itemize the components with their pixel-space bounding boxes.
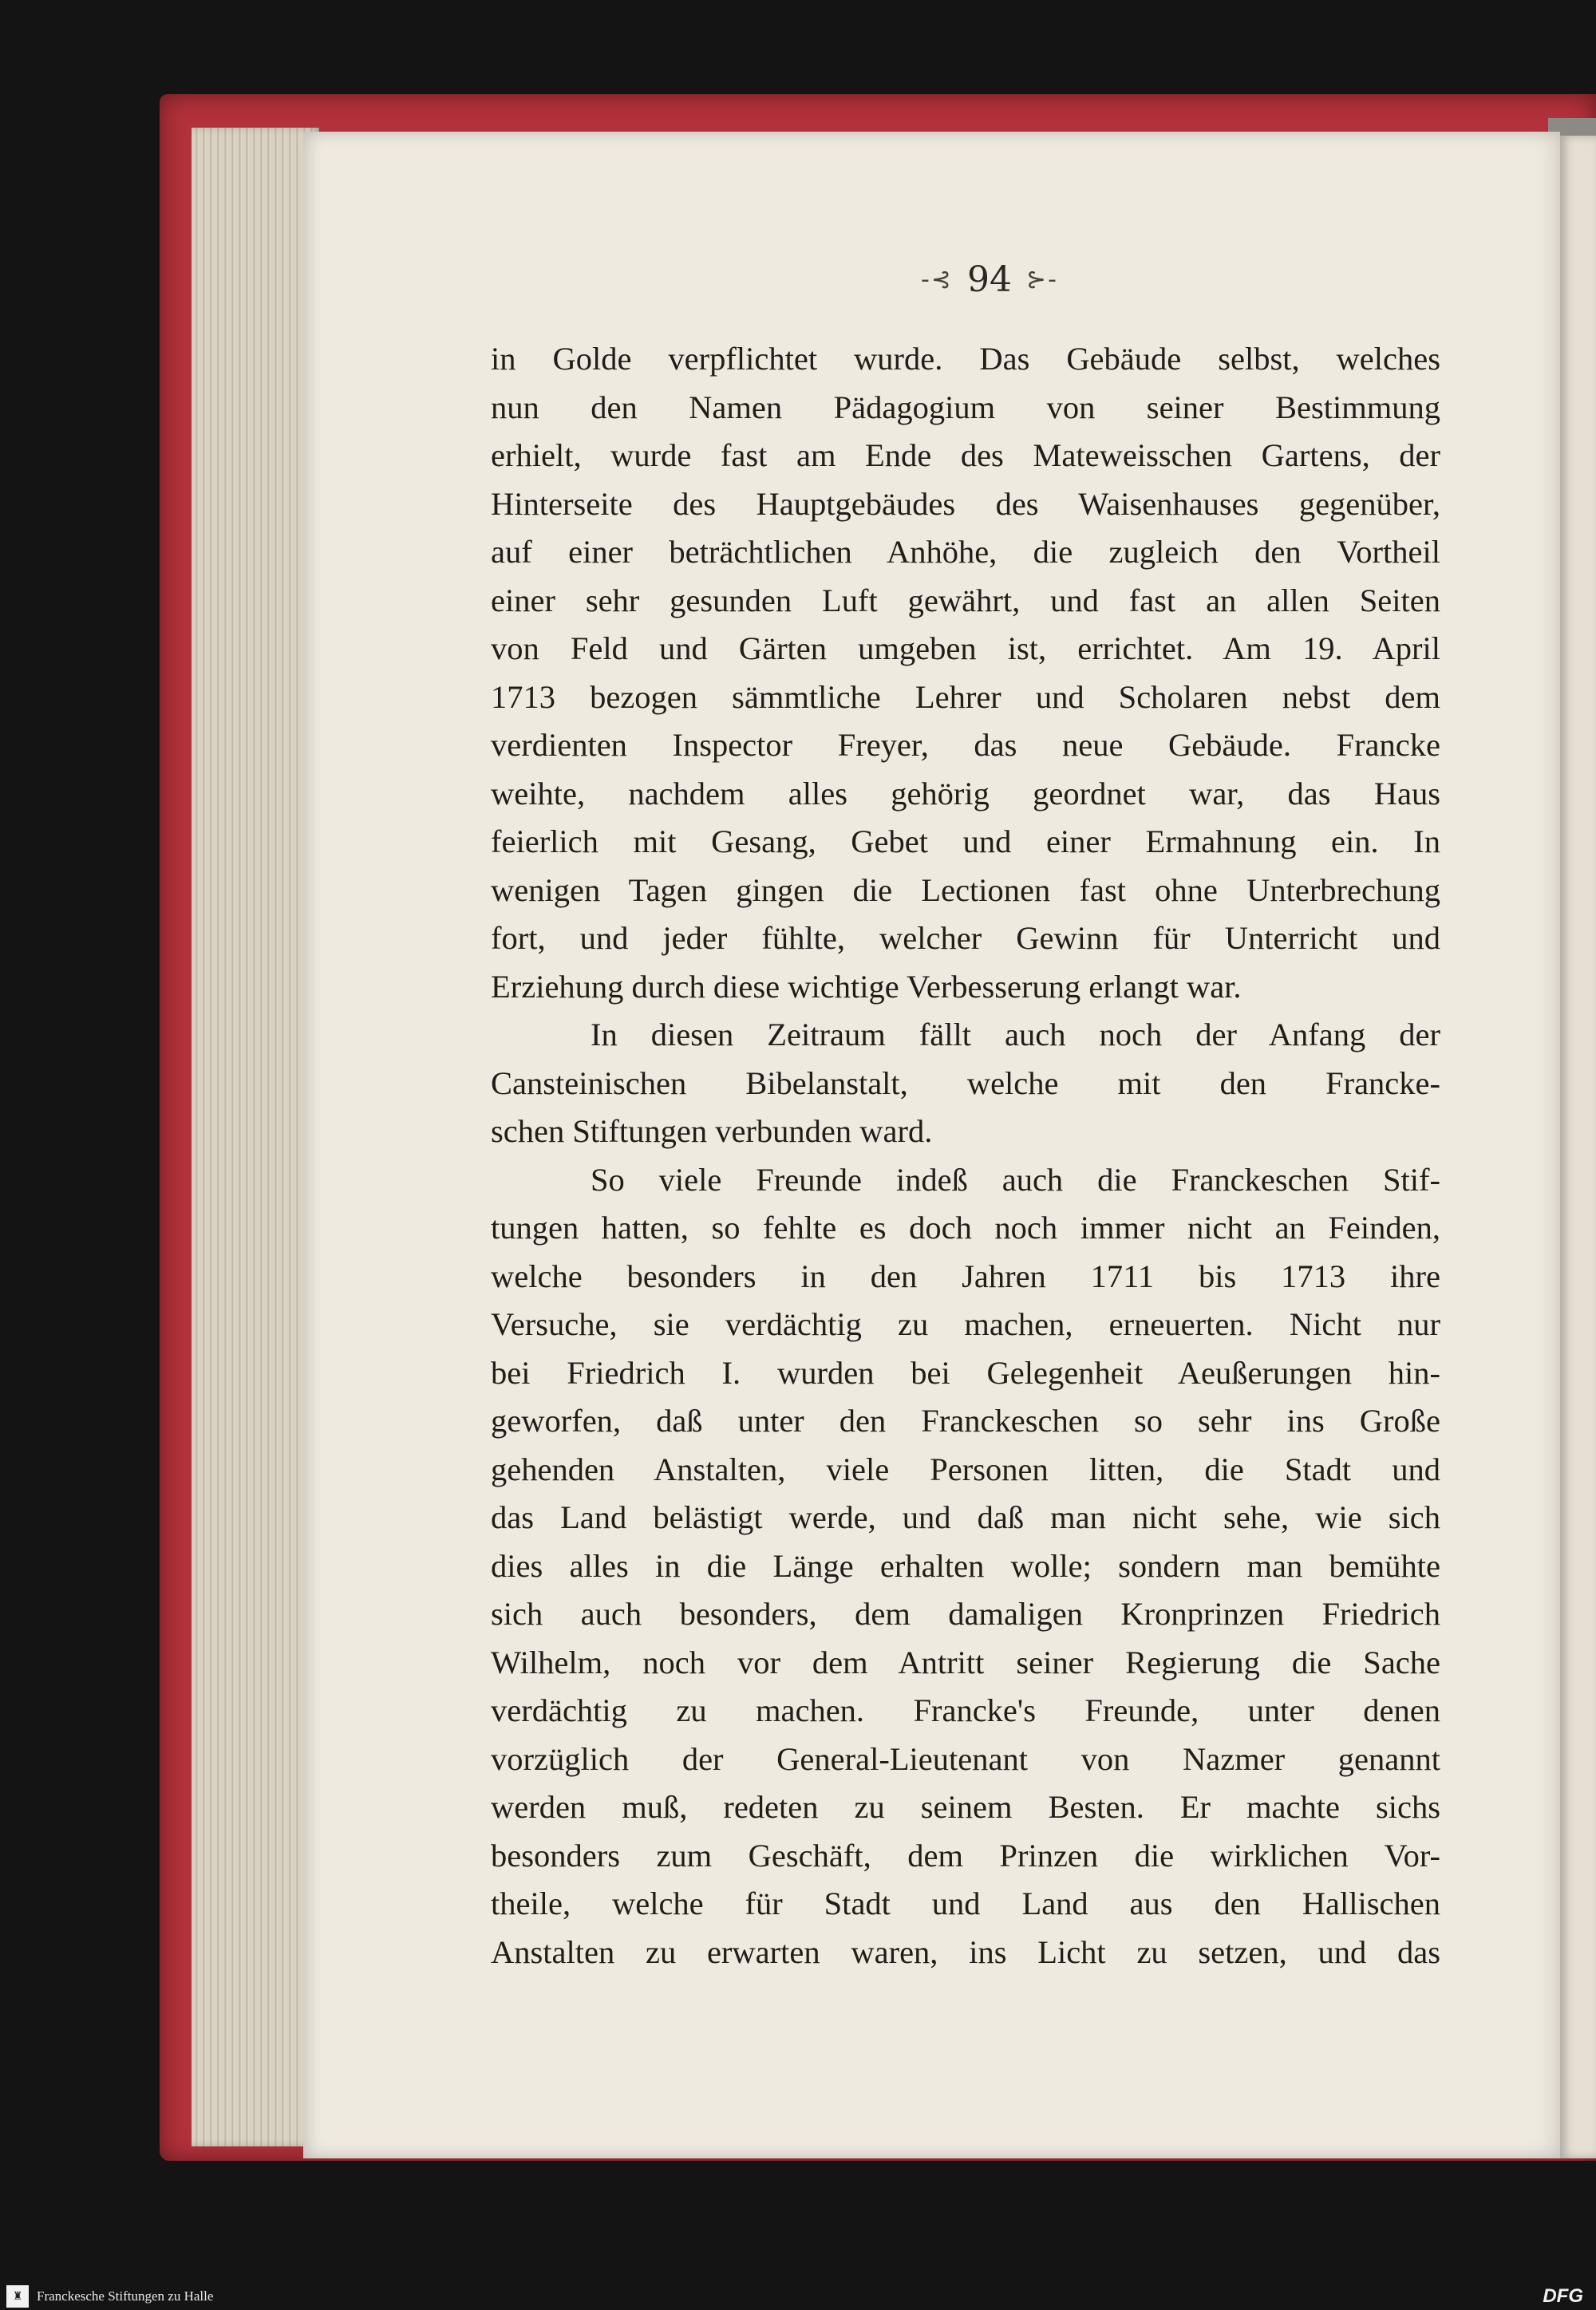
text-line: welche besonders in den Jahren 1711 bis 1713 ihre	[491, 1258, 1440, 1294]
text-line: von Feld und Gärten umgeben ist, errichtet. Am 19. April	[491, 630, 1440, 666]
dfg-logo: DFG	[1543, 2285, 1583, 2307]
text-line: weihte, nachdem alles gehörig geordnet war, das Haus	[491, 775, 1440, 811]
text-line: werden muß, redeten zu seinem Besten. Er machte sichs	[491, 1789, 1440, 1825]
facing-page-edge	[1560, 136, 1596, 2158]
text-line: dies alles in die Länge erhalten wolle; sondern man bemühte	[491, 1547, 1440, 1584]
viewer-footer	[0, 2282, 1596, 2310]
text-line: nun den Namen Pädagogium von seiner Bestimmung	[491, 389, 1440, 425]
text-line: sich auch besonders, dem damaligen Kronprinzen Friedrich	[491, 1596, 1440, 1632]
institution-name: Franckesche Stiftungen zu Halle	[37, 2288, 214, 2304]
ornament-right-icon: ⊱-	[1026, 265, 1058, 294]
text-line: schen Stiftungen verbunden ward.	[491, 1113, 933, 1149]
text-line: besonders zum Geschäft, dem Prinzen die wirklichen Vor-	[491, 1837, 1440, 1874]
text-line: erhielt, wurde fast am Ende des Mateweisschen Gartens, der	[491, 437, 1440, 473]
text-line: wenigen Tagen gingen die Lectionen fast ohne Unterbrechung	[491, 871, 1440, 908]
text-line: theile, welche für Stadt und Land aus den Hallischen	[491, 1886, 1440, 1921]
ornament-left-icon: -⊰	[921, 265, 953, 294]
text-line: in Golde verpflichtet wurde. Das Gebäude selbst, welches	[491, 341, 1440, 377]
body-text	[491, 335, 1440, 1976]
text-line: feierlich mit Gesang, Gebet und einer Ermahnung ein. In	[491, 823, 1440, 859]
text-line: auf einer beträchtlichen Anhöhe, die zugleich den Vortheil	[491, 534, 1440, 570]
page-edges	[192, 128, 319, 2146]
text-line: einer sehr gesunden Luft gewährt, und fast an allen Seiten	[491, 582, 1440, 618]
text-line: verdienten Inspector Freyer, das neue Gebäude. Francke	[491, 727, 1440, 763]
text-line: vorzüglich der General-Lieutenant von Nazmer genannt	[491, 1740, 1440, 1777]
text-line: So viele Freunde indeß auch die Franckeschen Stif-	[591, 1161, 1440, 1198]
text-line: bei Friedrich I. wurden bei Gelegenheit Aeußerungen hin-	[491, 1354, 1440, 1391]
text-line: geworfen, daß unter den Franckeschen so sehr ins Große	[491, 1403, 1440, 1439]
text-line: Wilhelm, noch vor dem Antritt seiner Regierung die Sache	[491, 1644, 1440, 1680]
institution-logo-icon: ♜	[6, 2285, 29, 2308]
text-line: verdächtig zu machen. Francke's Freunde, unter denen	[491, 1692, 1440, 1728]
page-header	[838, 255, 1141, 303]
text-line: Anstalten zu erwarten waren, ins Licht zu setzen, und das	[491, 1933, 1440, 1970]
text-line: Versuche, sie verdächtig zu machen, erneuerten. Nicht nur	[491, 1306, 1440, 1342]
text-line: das Land belästigt werde, und daß man nicht sehe, wie sich	[491, 1499, 1440, 1535]
text-line: In diesen Zeitraum fällt auch noch der Anfang der	[591, 1017, 1440, 1052]
text-line: Cansteinischen Bibelanstalt, welche mit den Francke-	[491, 1064, 1440, 1101]
text-line: Hinterseite des Hauptgebäudes des Waisenhauses gegenüber,	[491, 485, 1440, 522]
text-line: gehenden Anstalten, viele Personen litten, die Stadt und	[491, 1451, 1440, 1487]
page-number: 94	[967, 259, 1012, 300]
text-line: tungen hatten, so fehlte es doch noch immer nicht an Feinden,	[491, 1210, 1440, 1246]
text-line: 1713 bezogen sämmtliche Lehrer und Scholaren nebst dem	[491, 678, 1440, 715]
text-line: Erziehung durch diese wichtige Verbesserung erlangt war.	[491, 968, 1242, 1005]
text-line: fort, und jeder fühlte, welcher Gewinn für Unterricht und	[491, 920, 1440, 956]
